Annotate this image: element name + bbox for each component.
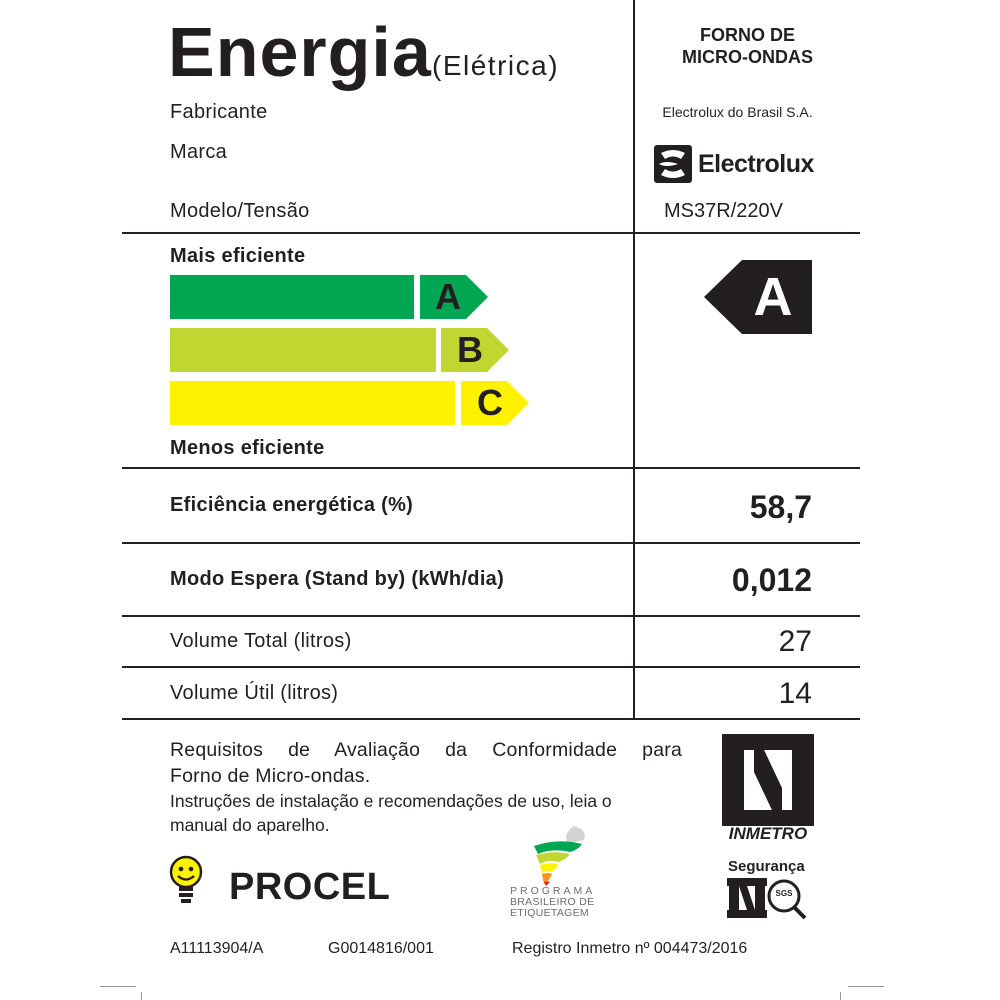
brand-name: Electrolux xyxy=(698,149,814,178)
lightbulb-mascot-icon xyxy=(168,855,204,907)
seguranca-seal xyxy=(727,876,819,920)
divider-efficiency xyxy=(122,542,860,544)
divider-scale xyxy=(122,467,860,469)
metric-volume-total-label: Volume Total (litros) xyxy=(170,630,352,652)
efficiency-class-b xyxy=(441,328,509,372)
scale-bottom-label: Menos eficiente xyxy=(170,437,325,459)
column-divider-metrics xyxy=(633,469,635,719)
efficiency-bar-c xyxy=(170,381,455,425)
efficiency-class-a xyxy=(420,275,488,319)
product-type xyxy=(640,24,855,68)
pbe-line3: ETIQUETAGEM xyxy=(510,907,589,919)
inmetro-label: INMETRO xyxy=(728,824,808,843)
divider-standby xyxy=(122,615,860,617)
model-label: Modelo/Tensão xyxy=(170,200,310,222)
efficiency-letter-a: A xyxy=(435,276,461,317)
requirements-line2: Forno de Micro-ondas. xyxy=(170,765,371,787)
manufacturer-value: Electrolux do Brasil S.A. xyxy=(662,104,813,120)
registro-inmetro: Registro Inmetro nº 004473/2016 xyxy=(512,940,748,957)
pbe-swoosh-icon xyxy=(522,824,592,886)
divider-volume-util xyxy=(122,718,860,720)
instructions-line1: Instruções de instalação e recomendações de uso, leia o xyxy=(170,791,612,811)
crop-mark-left xyxy=(100,986,136,987)
pbe-line2: BRASILEIRO DE xyxy=(510,896,595,908)
metric-volume-util-label: Volume Útil (litros) xyxy=(170,682,339,704)
instructions-line2: manual do aparelho. xyxy=(170,815,330,835)
metric-standby-label: Modo Espera (Stand by) (kWh/dia) xyxy=(170,568,505,590)
code-label-1: A11113904/A xyxy=(170,940,264,957)
divider-header xyxy=(122,232,860,234)
product-type-line1: FORNO DE xyxy=(699,25,795,45)
metric-efficiency-label: Eficiência energética (%) xyxy=(170,494,414,516)
seguranca-label: Segurança xyxy=(728,858,805,875)
procel-label: PROCEL xyxy=(229,866,391,908)
label-subtitle: (Elétrica) xyxy=(432,50,560,81)
electrolux-logo-icon xyxy=(654,145,692,183)
product-type-line2: MICRO-ONDAS xyxy=(682,47,813,67)
rating-indicator xyxy=(704,260,812,334)
brand-label: Marca xyxy=(170,141,228,163)
divider-volume-total xyxy=(122,666,860,668)
metric-volume-total-value: 27 xyxy=(778,625,812,658)
manufacturer-label: Fabricante xyxy=(170,101,268,123)
column-divider-top xyxy=(633,0,635,469)
metric-volume-util-value: 14 xyxy=(778,677,812,710)
efficiency-letter-c: C xyxy=(477,382,503,423)
label-title: Energia xyxy=(168,13,432,91)
inmetro-n-icon xyxy=(722,734,814,826)
metric-standby-value: 0,012 xyxy=(731,562,812,598)
efficiency-class-c xyxy=(461,381,529,425)
code-label-2: G0014816/001 xyxy=(328,940,434,957)
crop-mark-right xyxy=(848,986,884,987)
model-value: MS37R/220V xyxy=(664,200,783,222)
crop-tick-1 xyxy=(141,992,142,1000)
requirements-text xyxy=(170,737,682,789)
scale-top-label: Mais eficiente xyxy=(170,245,306,267)
rating-letter: A xyxy=(753,267,793,327)
seguranca-n-icon xyxy=(727,876,819,920)
pbe-text xyxy=(510,886,595,919)
inmetro-logo xyxy=(722,734,814,844)
efficiency-letter-b: B xyxy=(457,329,483,370)
efficiency-bar-a xyxy=(170,275,414,319)
crop-tick-2 xyxy=(840,992,841,1000)
procel-mascot xyxy=(168,855,204,907)
pbe-line1: PROGRAMA xyxy=(510,885,596,897)
metric-efficiency-value: 58,7 xyxy=(749,489,812,525)
efficiency-bar-b xyxy=(170,328,436,372)
pbe-logo xyxy=(506,824,621,924)
requirements-line1: Requisitos de Avaliação da Conformidade para xyxy=(170,739,682,761)
brand-logo xyxy=(654,144,814,184)
sgs-label: SGS xyxy=(775,889,793,898)
